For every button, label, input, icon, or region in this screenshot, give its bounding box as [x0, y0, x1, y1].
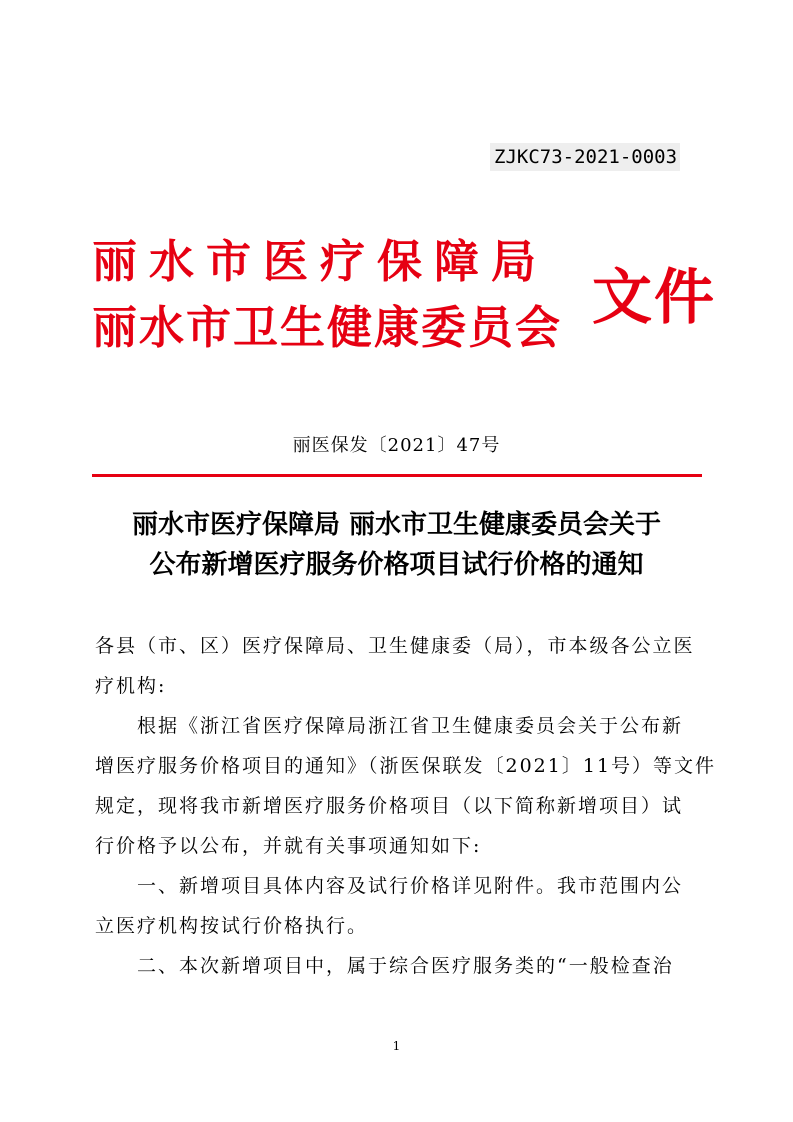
- body-line: 增医疗服务价格项目的通知》（浙医保联发〔2021〕11号）等文件: [95, 755, 717, 777]
- body-line: 一、新增项目具体内容及试行价格详见附件。我市范围内公: [95, 875, 684, 897]
- body-line: 疗机构:: [95, 675, 167, 697]
- header-suffix: 文件: [592, 263, 716, 333]
- body-line: 立医疗机构按试行价格执行。: [95, 915, 369, 937]
- document-title-line-1: 丽水市医疗保障局 丽水市卫生健康委员会关于: [131, 510, 662, 540]
- header-agency-1: 丽水市医疗保障局: [92, 235, 549, 288]
- red-header: [92, 232, 716, 372]
- body-line: 根据《浙江省医疗保障局浙江省卫生健康委员会关于公布新: [95, 715, 684, 737]
- document-code: ZJKC73-2021-0003: [490, 143, 680, 171]
- document-body: [95, 626, 717, 986]
- body-line: 规定，现将我市新增医疗服务价格项目（以下简称新增项目）试: [95, 795, 684, 817]
- body-line: 二、本次新增项目中，属于综合医疗服务类的“一般检查治: [95, 955, 674, 977]
- document-title-line-2: 公布新增医疗服务价格项目试行价格的通知: [149, 550, 644, 580]
- header-agency-2: 丽水市卫生健康委员会: [92, 301, 563, 354]
- body-line: 行价格予以公布，并就有关事项通知如下:: [95, 835, 482, 857]
- red-divider: [92, 474, 702, 477]
- page-number: 1: [392, 1039, 401, 1053]
- document-number: 丽医保发〔2021〕47号: [292, 435, 501, 456]
- body-line: 各县（市、区）医疗保障局、卫生健康委（局），市本级各公立医: [95, 635, 695, 657]
